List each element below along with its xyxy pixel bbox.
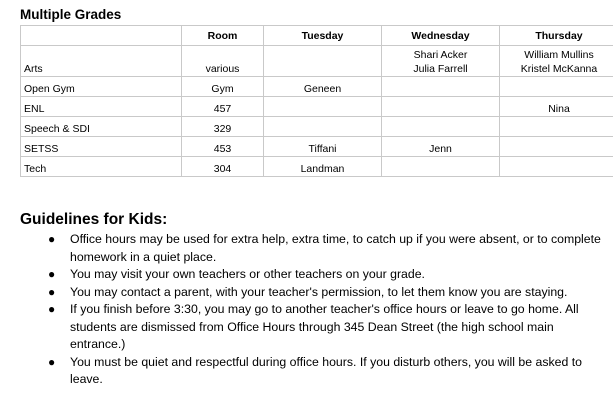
table-row [21,46,613,77]
room-cell: 453 [182,137,264,157]
teacher-name: Shari Acker [413,49,468,61]
wednesday-cell [382,157,500,177]
teacher-name: Tiffani [308,143,337,155]
tuesday-cell [264,137,382,157]
guideline-text: Office hours may be used for extra help, extra time, to catch up if you were absent, or to complete homework in a quiet place. [70,232,601,264]
table-row [21,97,613,117]
activity-name: Speech & SDI [21,117,182,137]
teacher-name: Geneen [303,83,342,95]
wednesday-cell [382,77,500,97]
guideline-item [44,231,604,266]
wednesday-cell [382,97,500,117]
column-header: Wednesday [382,26,500,46]
room-cell: 329 [182,117,264,137]
tuesday-cell [264,117,382,137]
column-header [21,26,182,46]
bullet-icon: ● [48,302,56,316]
thursday-cell [500,97,613,117]
guideline-text: If you finish before 3:30, you may go to another teacher's office hours or leave to go home. All students are dismissed from Office Hours through 345 Dean Street (the high school main entrance.) [70,302,579,351]
guideline-text: You may contact a parent, with your teacher's permission, to let them know you are staying. [70,284,568,299]
wednesday-cell [382,137,500,157]
thursday-cell [500,157,613,177]
activity-name: Arts [21,46,182,77]
bullet-icon: ● [48,354,56,369]
activity-name: Tech [21,157,182,177]
thursday-cell [500,137,613,157]
bullet-icon: ● [48,284,56,299]
room-cell: 304 [182,157,264,177]
room-cell: Gym [182,77,264,97]
tuesday-cell [264,157,382,177]
activity-name: SETSS [21,137,182,157]
schedule-table [20,25,613,177]
thursday-cell [500,46,613,77]
thursday-cell [500,77,613,97]
section-heading: Multiple Grades [20,7,122,22]
wednesday-cell [382,117,500,137]
tuesday-cell [264,77,382,97]
teacher-name: Nina [548,103,570,115]
column-header: Tuesday [264,26,382,46]
table-row [21,157,613,177]
table-header-row [21,26,613,46]
table-row [21,117,613,137]
teacher-name: Jenn [429,143,452,155]
tuesday-cell [264,46,382,77]
bullet-icon: ● [48,267,56,281]
guidelines-title: Guidelines for Kids: [20,211,168,228]
guideline-text: You must be quiet and respectful during office hours. If you disturb others, you will be asked to leave. [70,354,582,386]
bullet-icon: ● [48,232,56,246]
activity-name: ENL [21,97,182,117]
table-row [21,137,613,157]
guideline-item [44,301,604,354]
guidelines-list [44,231,604,389]
room-cell: 457 [182,97,264,117]
table-row [21,77,613,97]
guideline-item [44,266,604,284]
activity-name: Open Gym [21,77,182,97]
teacher-name: Kristel McKanna [520,63,598,75]
teacher-name: Landman [300,163,345,175]
column-header: Thursday [500,26,613,46]
wednesday-cell [382,46,500,77]
column-header: Room [182,26,264,46]
guideline-item [44,284,604,302]
teacher-name: William Mullins [524,49,594,61]
teacher-name: Julia Farrell [413,63,468,75]
thursday-cell [500,117,613,137]
guideline-text: You may visit your own teachers or other teachers on your grade. [70,267,425,281]
tuesday-cell [264,97,382,117]
guideline-item [44,354,604,389]
room-cell: various [182,46,264,77]
